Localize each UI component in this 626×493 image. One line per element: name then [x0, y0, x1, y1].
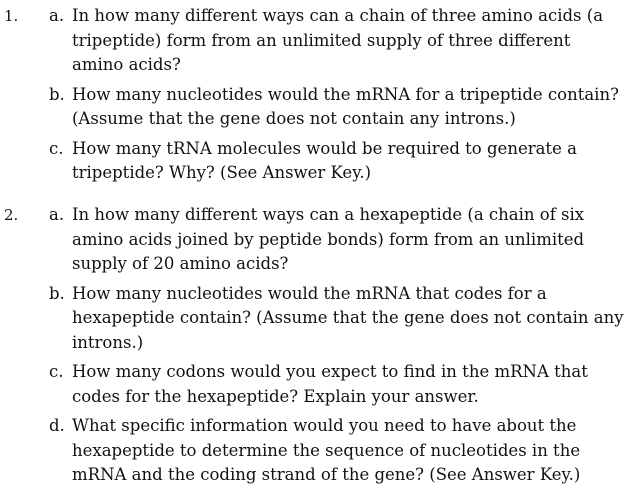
question-part-c	[0, 360, 626, 409]
question-2	[0, 203, 626, 493]
part-text: What specific information would you need to have about the hexapeptide to determine the sequence of nucleotides in the mRNA and the coding strand of the gene? (See Answer Key.)	[72, 416, 581, 484]
part-letter: d.	[49, 416, 65, 435]
part-letter: c.	[49, 362, 64, 381]
part-letter: a.	[49, 6, 65, 25]
question-part-b	[0, 282, 626, 356]
part-text: How many codons would you expect to find in the mRNA that codes for the hexapeptide? Explain your answer.	[72, 362, 588, 406]
part-text: In how many different ways can a chain of three amino acids (a tripeptide) form from an unlimited supply of three different amino acids?	[72, 6, 604, 74]
part-letter: a.	[49, 205, 65, 224]
question-part-b	[0, 83, 626, 132]
part-letter: c.	[49, 138, 64, 158]
question-part-d	[0, 414, 626, 488]
part-letter: b.	[49, 283, 65, 303]
part-text: How many tRNA molecules would be required to generate a tripeptide? Why? (See Answer Key.)	[72, 138, 577, 182]
question-number: 2.	[4, 206, 19, 224]
question-part-a	[0, 4, 626, 78]
part-letter: b.	[49, 84, 65, 104]
question-number: 1.	[4, 7, 19, 25]
question-part-a	[0, 203, 626, 277]
part-text: How many nucleotides would the mRNA that codes for a hexapeptide contain? (Assume that the gene does not contain any introns.)	[72, 283, 624, 352]
part-text: In how many different ways can a hexapeptide (a chain of six amino acids joined by peptide bonds) form from an unlimited supply of 20 amino acids?	[72, 205, 585, 273]
part-text: How many nucleotides would the mRNA for a tripeptide contain? (Assume that the gene does not contain any introns.)	[72, 84, 619, 128]
question-1	[0, 4, 626, 191]
question-part-c	[0, 137, 626, 186]
